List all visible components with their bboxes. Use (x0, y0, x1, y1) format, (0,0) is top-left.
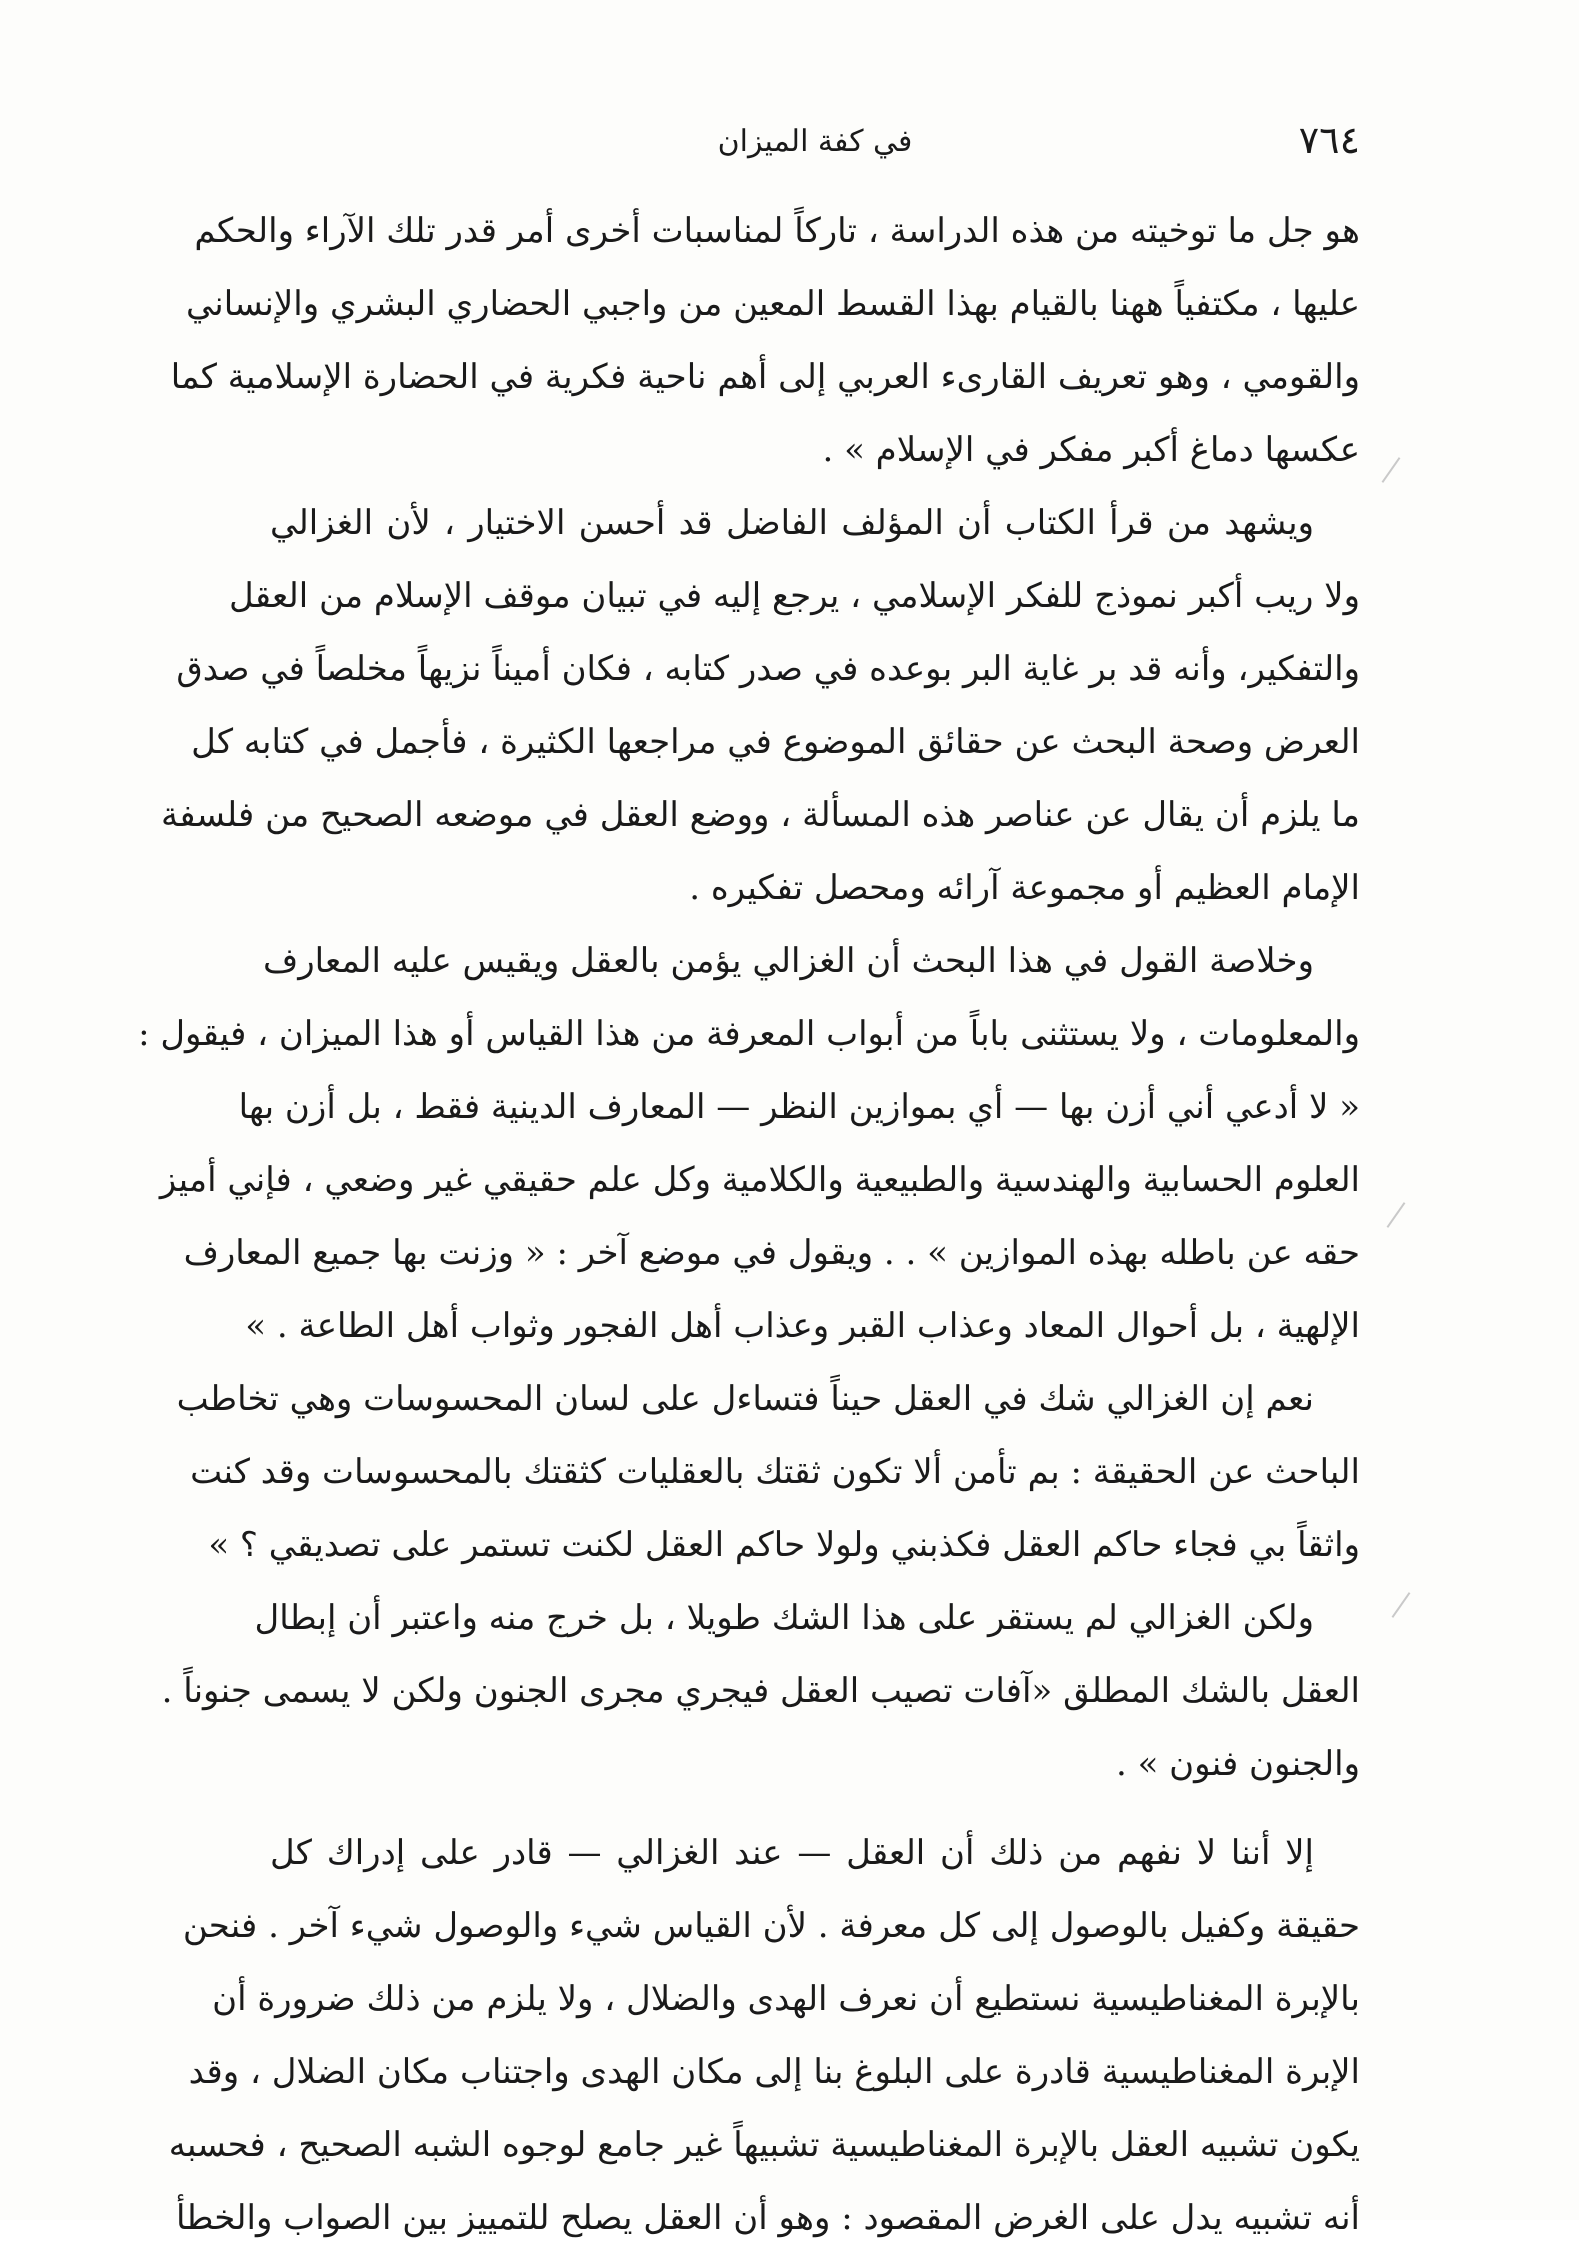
text-line: حقه عن باطله بهذه الموازين » . . ويقول في موضع آخر : « وزنت بها جميع المعارف (183, 1233, 1360, 1273)
text-line: أنه تشبيه يدل على الغرض المقصود : وهو أن العقل يصلح للتمييز بين الصواب والخطأ (175, 2198, 1360, 2238)
text-line: عليها ، مكتفياً ههنا بالقيام بهذا القسط المعين من واجبي الحضاري البشري والإنساني (185, 284, 1360, 324)
text-line: والمعلومات ، ولا يستثنى باباً من أبواب المعرفة من هذا القياس أو هذا الميزان ، فيقول : (138, 1014, 1360, 1054)
text-line: واثقاً بي فجاء حاكم العقل فكذبني ولولا حاكم العقل لكنت تستمر على تصديقي ؟ » (208, 1525, 1360, 1565)
text-line: ولكن الغزالي لم يستقر على هذا الشك طويلا ، بل خرج منه واعتبر أن إبطال (254, 1598, 1314, 1638)
text-line: هو جل ما توخيته من هذه الدراسة ، تاركاً لمناسبات أخرى أمر قدر تلك الآراء والحكم (194, 211, 1360, 251)
text-line: عكسها دماغ أكبر مفكر في الإسلام » . (822, 430, 1360, 470)
text-line: العرض وصحة البحث عن حقائق الموضوع في مراجعها الكثيرة ، فأجمل في كتابه كل (191, 722, 1360, 762)
paragraph (168, 1817, 1360, 2255)
paragraph (161, 1582, 1360, 1801)
page-header (270, 118, 1360, 174)
text-line: حقيقة وكفيل بالوصول إلى كل معرفة . لأن القياس شيء والوصول شيء آخر . فنحن (182, 1906, 1360, 1946)
paragraph (170, 195, 1360, 487)
text-line: نعم إن الغزالي شك في العقل حيناً فتساءل على لسان المحسوسات وهي تخاطب (176, 1379, 1314, 1419)
paper-mark (1382, 457, 1401, 483)
text-line: والتفكير، وأنه قد بر غاية البر بوعده في صدر كتابه ، فكان أميناً نزيهاً مخلصاً في صدق (176, 649, 1360, 689)
text-line: الإمام العظيم أو مجموعة آرائه ومحصل تفكيره . (689, 868, 1360, 908)
paper-mark (1392, 1592, 1411, 1618)
text-line: وخلاصة القول في هذا البحث أن الغزالي يؤمن بالعقل ويقيس عليه المعارف (263, 941, 1314, 981)
paper-mark (1387, 1202, 1406, 1228)
paragraph-gap (270, 1801, 1360, 1817)
text-line: بالإبرة المغناطيسية نستطيع أن نعرف الهدى والضلال ، ولا يلزم من ذلك ضرورة أن (212, 1979, 1360, 2019)
paragraph (161, 487, 1360, 925)
text-line: والقومي ، وهو تعريف القارىء العربي إلى أهم ناحية فكرية في الحضارة الإسلامية كما (170, 357, 1360, 397)
page-body (138, 195, 1360, 2255)
paragraph (138, 925, 1360, 1363)
text-line: ما يلزم أن يقال عن عناصر هذه المسألة ، ووضع العقل في موضعه الصحيح من فلسفة (161, 795, 1360, 835)
paragraph (176, 1363, 1360, 1582)
text-line: والجنون فنون » . (1115, 1744, 1360, 1784)
text-line: العقل بالشك المطلق «آفات تصيب العقل فيجري مجرى الجنون ولكن لا يسمى جنوناً . (161, 1671, 1360, 1711)
text-line: الإبرة المغناطيسية قادرة على البلوغ بنا إلى مكان الهدى واجتناب مكان الضلال ، وقد (188, 2052, 1360, 2092)
text-line: الإلهية ، بل أحوال المعاد وعذاب القبر وعذاب أهل الفجور وثواب أهل الطاعة . » (245, 1306, 1360, 1346)
text-line: « لا أدعي أني أزن بها — أي بموازين النظر — المعارف الدينية فقط ، بل أزن بها (238, 1087, 1360, 1127)
text-line: يكون تشبيه العقل بالإبرة المغناطيسية تشبيهاً غير جامع لوجوه الشبه الصحيح ، فحسبه (168, 2125, 1360, 2165)
text-line: الباحث عن الحقيقة : بم تأمن ألا تكون ثقتك بالعقليات كثقتك بالمحسوسات وقد كنت (190, 1452, 1360, 1492)
text-line: ولا ريب أكبر نموذج للفكر الإسلامي ، يرجع إليه في تبيان موقف الإسلام من العقل (229, 576, 1360, 616)
page-number: ٧٦٤ (1298, 118, 1360, 162)
text-line: إلا أننا لا نفهم من ذلك أن العقل — عند الغزالي — قادر على إدراك كل (270, 1833, 1314, 1873)
text-line: ويشهد من قرأ الكتاب أن المؤلف الفاضل قد أحسن الاختيار ، لأن الغزالي (270, 503, 1314, 543)
text-line: العلوم الحسابية والهندسية والطبيعية والكلامية وكل علم حقيقي غير وضعي ، فإني أميز (159, 1160, 1360, 1200)
running-title: في كفة الميزان (717, 124, 913, 159)
